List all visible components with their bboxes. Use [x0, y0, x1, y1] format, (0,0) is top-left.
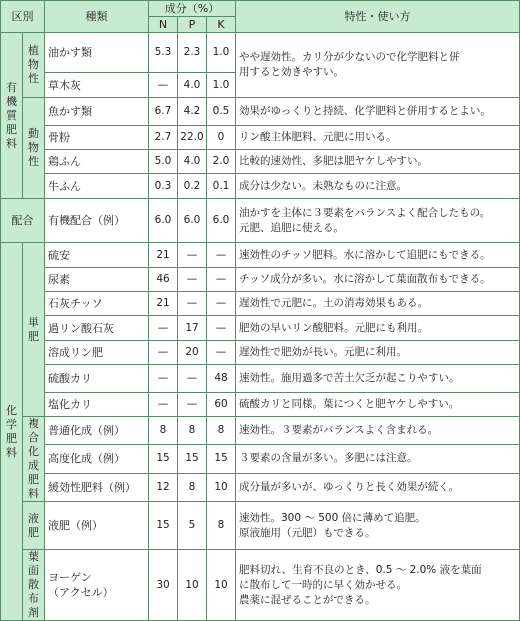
row-desc: [236, 550, 520, 621]
row-desc-line: 肥効の早いリン酸肥料。元肥にも利用。: [239, 321, 428, 334]
row-desc-line: 速効性。施用過多で苦土欠乏が起こりやすい。: [239, 372, 460, 384]
row-desc-line: 成分量が多いが、ゆっくりと長く効果が続く。: [239, 481, 460, 494]
group-foliar-label: 葉面散布剤: [28, 550, 39, 619]
row-desc: [236, 502, 520, 550]
row-desc: [236, 316, 520, 341]
group-organic-label: 有機質肥料: [6, 80, 17, 150]
group-compound-label: 複合化成肥料: [28, 417, 39, 500]
row-desc-line: に散布して一時的に早く効かせる。: [239, 578, 407, 591]
row-desc-line: 効果がゆっくりと持続、化学肥料と併用するとよい。: [239, 105, 491, 117]
row-name: 硫酸カリ: [45, 365, 149, 393]
row-p: 22.0: [178, 126, 207, 150]
row-p: —: [178, 365, 207, 393]
row-desc-line: 速効性。３要素がバランスよく含まれる。: [239, 423, 439, 436]
row-name: 牛ふん: [45, 174, 149, 199]
row-n: 30: [149, 550, 178, 621]
row-n: 6.7: [149, 98, 178, 126]
group-liquid: [23, 502, 45, 550]
row-n: 15: [149, 444, 178, 473]
row-k: 60: [207, 393, 236, 417]
group-mix: [1, 199, 45, 243]
row-desc-line: リン酸主体肥料、元肥に用いる。: [239, 131, 397, 143]
row-desc: [236, 243, 520, 268]
row-k: —: [207, 268, 236, 292]
row-name: 高度化成（例）: [45, 444, 149, 473]
row-desc: [236, 417, 520, 445]
row-desc: [236, 474, 520, 502]
row-k: 48: [207, 365, 236, 393]
row-p: 5: [178, 502, 207, 550]
row-desc-line: 肥料切れ、生育不良のとき、0.5 ～ 2.0% 液を葉面: [239, 563, 482, 576]
row-name: 過リン酸石灰: [45, 316, 149, 341]
row-p: 10: [178, 550, 207, 621]
row-name: 鶏ふん: [45, 150, 149, 174]
row-n: 15: [149, 502, 178, 550]
group-animal-label: 動物性: [28, 127, 39, 168]
row-k: 8: [207, 417, 236, 445]
row-desc-line: 油かすを主体に３要素をバランスよく配合したもの。: [239, 206, 491, 219]
row-n: 2.7: [149, 126, 178, 150]
group-foliar: [23, 550, 45, 621]
group-chemical: [1, 243, 23, 621]
group-plant: [23, 33, 45, 98]
row-desc: [236, 393, 520, 417]
row-desc-line: 元肥、追肥に使える。: [239, 221, 344, 234]
row-desc: [236, 292, 520, 316]
row-name: 魚かす類: [45, 98, 149, 126]
row-p: 4.0: [178, 73, 207, 98]
header-p: P: [178, 17, 207, 33]
row-desc-line: ３要素の含量が多い。多肥には注意。: [239, 452, 418, 465]
row-p: 4.0: [178, 150, 207, 174]
row-desc-line: 速効性のチッソ肥料。水に溶かして追肥にもできる。: [239, 248, 491, 261]
group-animal: [23, 98, 45, 199]
row-desc: [236, 444, 520, 473]
row-k: 6.0: [207, 199, 236, 243]
row-desc-line: 原液施用（元肥）もできる。: [239, 526, 376, 539]
row-n: 6.0: [149, 199, 178, 243]
group-organic: [1, 33, 23, 199]
row-name: 草木灰: [45, 73, 149, 98]
row-name: 油かす類: [45, 33, 149, 73]
row-name: 骨粉: [45, 126, 149, 150]
row-name: 石灰チッソ: [45, 292, 149, 316]
row-k: 10: [207, 474, 236, 502]
row-p: 6.0: [178, 199, 207, 243]
header-notes: 特性・使い方: [236, 1, 520, 33]
row-n: —: [149, 316, 178, 341]
row-p: 17: [178, 316, 207, 341]
row-desc: [236, 268, 520, 292]
row-desc-line: 用すると効きやすい。: [239, 66, 344, 78]
row-p: 15: [178, 444, 207, 473]
row-k: 10: [207, 550, 236, 621]
row-p: 2.3: [178, 33, 207, 73]
row-n: —: [149, 341, 178, 365]
row-k: —: [207, 316, 236, 341]
row-k: 15: [207, 444, 236, 473]
row-name: 硫安: [45, 243, 149, 268]
row-desc: [236, 150, 520, 174]
row-desc-line: 成分は少ない。未熟なものに注意。: [239, 179, 407, 192]
row-name-line: ヨーゲン: [48, 571, 92, 584]
row-p: 4.2: [178, 98, 207, 126]
row-name: 有機配合（例）: [45, 199, 149, 243]
row-desc-line: チッソ成分が多い。水に溶かして葉面散布もできる。: [239, 273, 491, 285]
row-k: 8: [207, 502, 236, 550]
row-name: 溶成リン肥: [45, 341, 149, 365]
header-component: 成分（%）: [149, 1, 236, 17]
row-desc-line: 硫酸カリと同様。葉につくと肥ヤケしやすい。: [239, 398, 460, 410]
row-p: 8: [178, 474, 207, 502]
row-name: 尿素: [45, 268, 149, 292]
row-k: 1.0: [207, 33, 236, 73]
row-name: 塩化カリ: [45, 393, 149, 417]
row-desc-line: やや遅効性。カリ分が少ないので化学肥料と併: [239, 51, 460, 63]
row-desc: [236, 365, 520, 393]
row-n: 0.3: [149, 174, 178, 199]
group-liquid-label: 液肥: [28, 511, 39, 539]
row-k: 1.0: [207, 73, 236, 98]
row-p: 0.2: [178, 174, 207, 199]
row-desc: [236, 199, 520, 243]
row-desc: [236, 98, 520, 126]
row-k: 0.5: [207, 98, 236, 126]
row-name: 緩効性肥料（例）: [45, 474, 149, 502]
row-n: 5.3: [149, 33, 178, 73]
group-single-label: 単肥: [28, 315, 39, 343]
row-p: —: [178, 268, 207, 292]
row-desc-line: 遅効性で肥効が長い。元肥に利用。: [239, 346, 407, 358]
row-p: —: [178, 243, 207, 268]
row-k: —: [207, 243, 236, 268]
group-plant-label: 植物性: [28, 44, 39, 85]
row-n: 12: [149, 474, 178, 502]
row-k: 2.0: [207, 150, 236, 174]
row-n: 21: [149, 243, 178, 268]
group-compound: [23, 417, 45, 502]
row-desc: [236, 174, 520, 199]
row-k: —: [207, 292, 236, 316]
row-k: 0: [207, 126, 236, 150]
row-desc: [236, 33, 520, 98]
row-k: 0.1: [207, 174, 236, 199]
row-desc-line: 農薬に混ぜることができる。: [239, 593, 376, 606]
row-k: —: [207, 341, 236, 365]
row-p: 20: [178, 341, 207, 365]
row-name: [45, 550, 149, 621]
row-p: —: [178, 292, 207, 316]
row-desc-line: 比較的速効性、多肥は肥ヤケしやすい。: [239, 155, 428, 167]
row-n: 46: [149, 268, 178, 292]
row-desc-line: 遅効性で元肥に。土の消毒効果もある。: [239, 297, 428, 309]
row-desc: [236, 341, 520, 365]
header-k: K: [207, 17, 236, 33]
group-chemical-label: 化学肥料: [6, 403, 17, 459]
row-name: 液肥（例）: [45, 502, 149, 550]
header-group: 区別: [1, 1, 45, 33]
row-name-line: （アクセル）: [48, 586, 114, 599]
row-n: —: [149, 393, 178, 417]
header-kind: 種類: [45, 1, 149, 33]
row-n: 21: [149, 292, 178, 316]
group-single: [23, 243, 45, 417]
row-p: —: [178, 393, 207, 417]
row-p: 8: [178, 417, 207, 445]
row-n: 8: [149, 417, 178, 445]
row-n: —: [149, 365, 178, 393]
group-mix-label: 配合: [11, 214, 34, 227]
row-desc-line: 速効性。300 ～ 500 倍に薄めて追肥。: [239, 511, 426, 524]
row-name: 普通化成（例）: [45, 417, 149, 445]
row-n: —: [149, 73, 178, 98]
row-n: 5.0: [149, 150, 178, 174]
row-desc: [236, 126, 520, 150]
header-n: N: [149, 17, 178, 33]
